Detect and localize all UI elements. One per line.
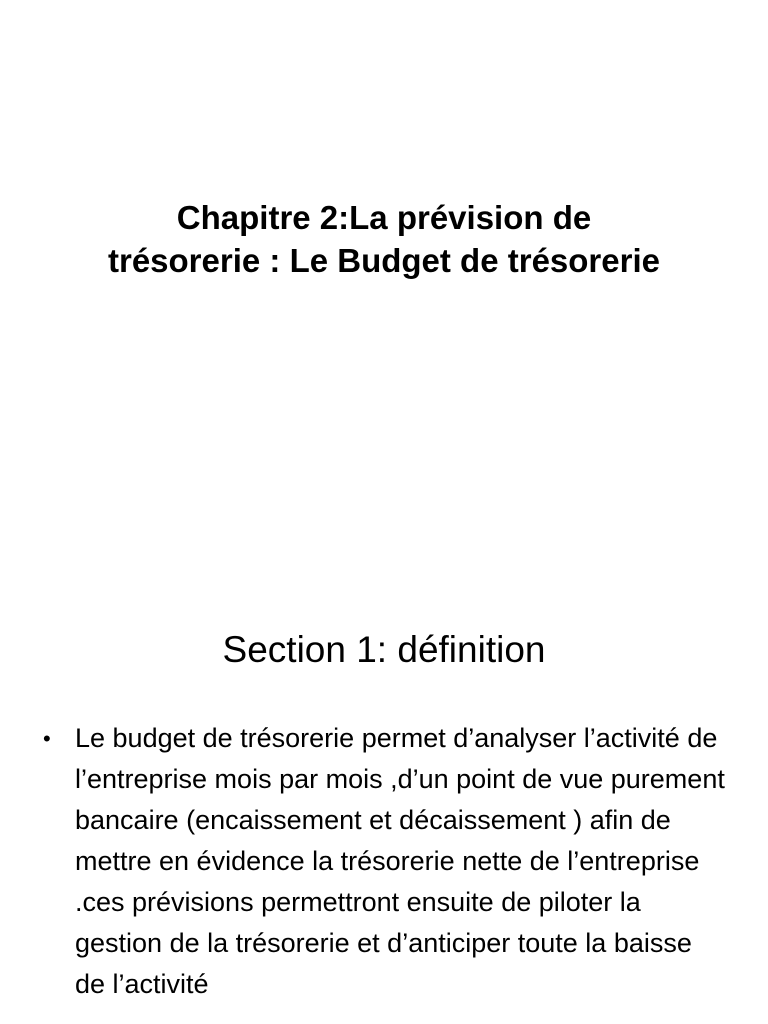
chapter-title [40,196,728,282]
chapter-title-line-1: Chapitre 2:La prévision de [176,199,592,236]
slide-definition [0,576,768,1024]
bullet-text: Le budget de trésorerie permet d’analyser l’activité de l’entreprise mois par mois ,d’un point de vue purement bancaire (encaissement et décaissement ) afin de mettre en évidence la trésorerie nette de l’entreprise .ces prévisions permettront ensuite de piloter la gestion de la trésorerie et d’anticiper toute la baisse de l’activité [75,723,725,999]
section-title: Section 1: définition [222,629,546,670]
bullet-item [40,718,728,1005]
bullet-icon: • [43,726,51,751]
chapter-title-line-2: trésorerie : Le Budget de trésorerie [107,242,660,279]
bullet-list [40,718,728,1005]
